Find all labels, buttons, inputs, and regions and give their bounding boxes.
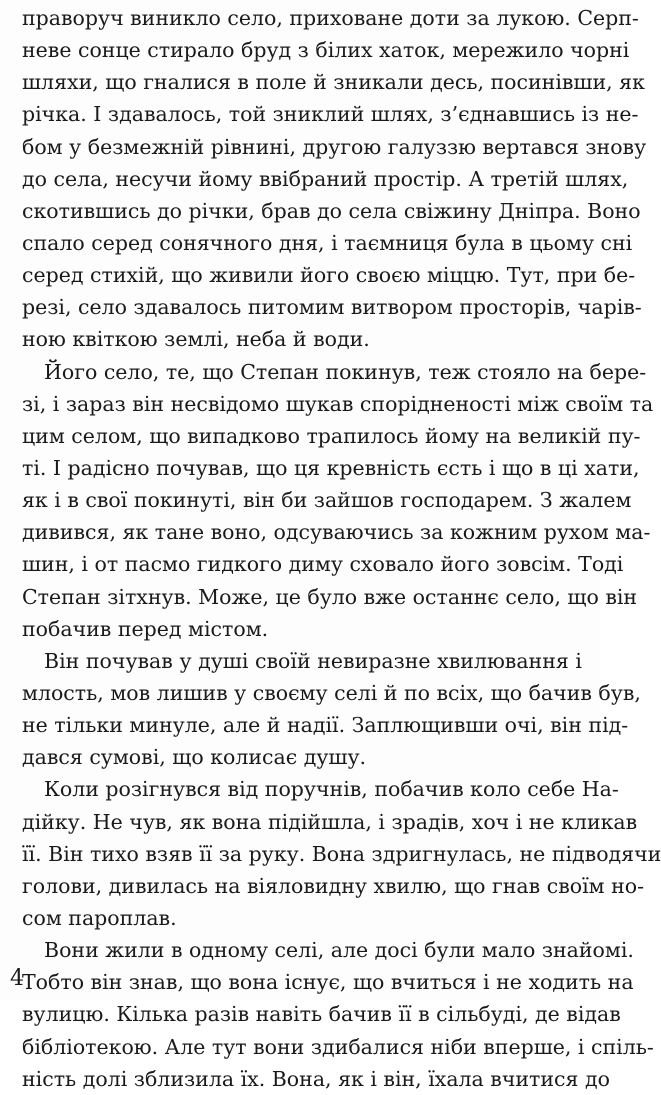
text-line: дався сумові, що колисає душу. <box>22 745 367 770</box>
text-line: резі, село здавалось питомим витвором просторів, чарів- <box>22 295 642 320</box>
text-line: дійку. Не чув, як вона підійшла, і зрадів, хоч і не кликав <box>22 809 638 834</box>
text-line: спало серед сонячного дня, і таємниця була в цьому сні <box>22 230 633 255</box>
page-number: 4 <box>10 966 24 991</box>
text-line: праворуч виникло село, приховане доти за лукою. Серп- <box>22 6 639 30</box>
text-line: до села, несучи йому ввібраний простір. А третій шлях, <box>22 166 629 191</box>
text-line: Його село, те, що Степан покинув, теж стояло на бере- <box>44 359 647 384</box>
text-line: Він почував у душі своїй невиразне хвилювання і <box>44 648 582 673</box>
text-line: Тобто він знав, що вона існує, що вчиться і не ходить на <box>22 970 634 995</box>
text-line: не тільки минуле, але й надії. Заплющивши очі, він під- <box>22 713 629 738</box>
text-line: скотившись до річки, брав до села свіжину Дніпра. Воно <box>22 198 641 223</box>
text-line: зі, і зараз він несвідомо шукав спорідненості між своїм та <box>22 391 654 416</box>
text-line: бібліотекою. Але тут вони здибалися ніби вперше, і спіль- <box>22 1034 654 1059</box>
text-line: млость, мов лишив у своєму селі й по всіх, що бачив був, <box>22 680 641 705</box>
text-line: шин, і от пасмо гидкого диму сховало його зовсім. Тоді <box>22 552 624 577</box>
text-line: цим селом, що випадково трапилось йому на великій пу- <box>22 423 641 448</box>
text-line: сом пароплав. <box>22 905 177 930</box>
text-line: ною квіткою землі, неба й води. <box>22 327 370 352</box>
text-line: Вони жили в одному селі, але досі були мало знайомі. <box>44 938 634 963</box>
text-line: побачив перед містом. <box>22 616 269 641</box>
text-line: як і в свої покинуті, він би зайшов господарем. З жалем <box>22 488 632 513</box>
body-text <box>22 2 661 1095</box>
text-line: Коли розігнувся від поручнів, побачив коло себе На- <box>44 777 619 802</box>
text-line: шляхи, що гналися в поле й зникали десь, посинівши, як <box>22 70 645 95</box>
text-line: голови, дивилась на віяловидну хвилю, що гнав своїм но- <box>22 873 645 898</box>
text-line: її. Він тихо взяв її за руку. Вона здригнулась, не підводячи <box>22 841 661 866</box>
text-line: серед стихій, що живили його своєю міццю. Тут, при бе- <box>22 263 636 288</box>
text-line: річка. І здавалось, той зниклий шлях, з’єднавшись із не- <box>22 102 639 127</box>
text-line: дивився, як тане воно, одсуваючись за кожним рухом ма- <box>22 520 651 545</box>
text-line: бом у безмежній рівнині, другою галуззю вертався знову <box>22 134 647 159</box>
text-line: ність долі зблизила їх. Вона, як і він, їхала вчитися до <box>22 1066 610 1091</box>
text-line: неве сонце стирало бруд з білих хаток, мережило чорні <box>22 38 630 63</box>
text-line: Степан зітхнув. Може, це було вже останнє село, що він <box>22 584 638 609</box>
text-line: вулицю. Кілька разів навіть бачив її в сільбуді, де відав <box>22 1002 621 1027</box>
text-line: ті. І радісно почував, що ця кревність єсть і що в ці хати, <box>22 455 640 480</box>
